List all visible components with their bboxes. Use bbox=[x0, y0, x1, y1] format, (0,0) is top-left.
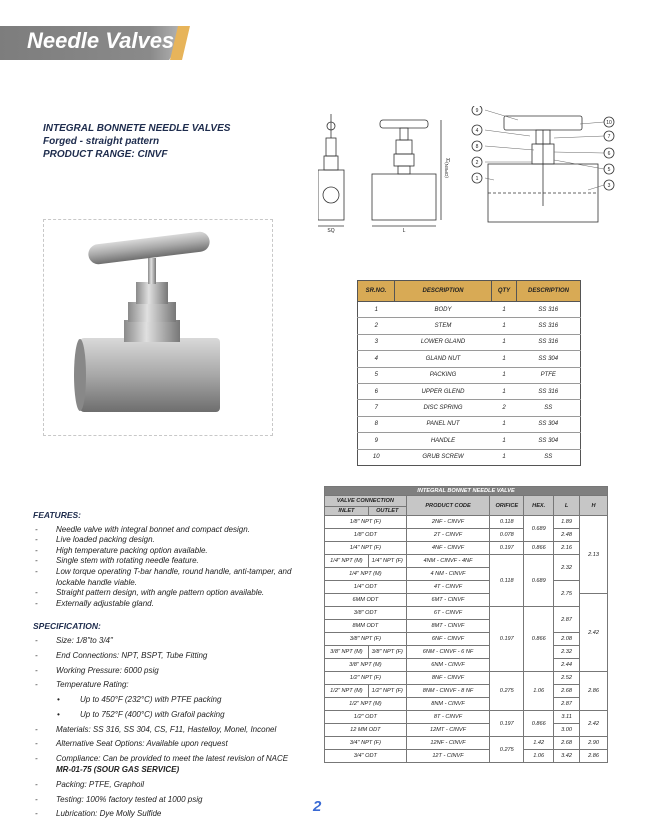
col-qty: QTY bbox=[492, 281, 517, 302]
callout-7: 7 bbox=[607, 134, 611, 140]
conn-cell: 1/2" NPT (M) bbox=[325, 698, 407, 711]
part-sr-no: 7 bbox=[358, 400, 395, 416]
l-cell: 2.75 bbox=[554, 581, 580, 607]
col-sr-no: SR.NO. bbox=[358, 281, 395, 302]
conn-cell: 3/8" ODT bbox=[325, 607, 407, 620]
orifice-cell: 0.118 bbox=[490, 555, 524, 607]
code-cell: 4NM - CINVF - 4NF bbox=[406, 555, 490, 568]
parts-header-row bbox=[358, 281, 581, 302]
part-sr-no: 6 bbox=[358, 383, 395, 399]
part-description: DISC SPRING bbox=[395, 400, 492, 416]
part-material: SS 316 bbox=[517, 334, 581, 350]
l-cell: 1.89 bbox=[554, 516, 580, 529]
part-qty: 1 bbox=[492, 367, 517, 383]
dimensions-table bbox=[324, 486, 608, 763]
inlet-cell: 1/4" NPT (M) bbox=[325, 555, 369, 568]
part-qty: 2 bbox=[492, 400, 517, 416]
h-cell: 2.42 bbox=[580, 711, 608, 737]
part-sr-no: 1 bbox=[358, 302, 395, 318]
intro-block bbox=[43, 122, 230, 161]
parts-row bbox=[358, 302, 581, 318]
spec-testing: - Testing: 100% factory tested at 1000 psig bbox=[33, 795, 313, 806]
l-cell: 2.52 bbox=[554, 672, 580, 685]
inlet-cell: 3/8" NPT (M) bbox=[325, 646, 369, 659]
parts-row bbox=[358, 383, 581, 399]
features-title: FEATURES: bbox=[33, 510, 82, 520]
spec-packing: - Packing: PTFE, Graphoil bbox=[33, 780, 313, 791]
l-cell: 3.00 bbox=[554, 724, 580, 737]
part-material: SS 304 bbox=[517, 351, 581, 367]
side-view-drawing bbox=[318, 114, 344, 226]
part-description: BODY bbox=[395, 302, 492, 318]
specification-title: SPECIFICATION: bbox=[33, 621, 101, 632]
l-cell: 2.68 bbox=[554, 737, 580, 750]
part-material: PTFE bbox=[517, 367, 581, 383]
code-cell: 6T - CINVF bbox=[406, 607, 490, 620]
orifice-cell: 0.275 bbox=[490, 737, 524, 763]
callout-4: 4 bbox=[475, 128, 479, 134]
feature-item: - Live loaded packing design. bbox=[33, 535, 313, 546]
part-qty: 1 bbox=[492, 334, 517, 350]
part-sr-no: 8 bbox=[358, 416, 395, 432]
code-cell: 8MT - CINVF bbox=[406, 620, 490, 633]
conn-cell: 1/8" ODT bbox=[325, 529, 407, 542]
section-view-drawing bbox=[488, 116, 598, 222]
h-cell: 2.13 bbox=[580, 516, 608, 594]
features-section bbox=[33, 510, 313, 824]
h-h: H bbox=[580, 496, 608, 516]
feature-item: - Needle valve with integral bonnet and compact design. bbox=[33, 525, 313, 536]
callout-10: 10 bbox=[606, 120, 612, 126]
h-product-code: PRODUCT CODE bbox=[406, 496, 490, 516]
parts-row bbox=[358, 400, 581, 416]
h-outlet: OUTLET bbox=[368, 507, 406, 516]
part-material: SS 316 bbox=[517, 383, 581, 399]
code-cell: 4NF - CINVF bbox=[406, 542, 490, 555]
l-cell: 2.16 bbox=[554, 542, 580, 555]
part-description: LOWER GLAND bbox=[395, 334, 492, 350]
conn-cell: 3/4" ODT bbox=[325, 750, 407, 763]
conn-cell: 3/8" NPT (F) bbox=[325, 633, 407, 646]
code-cell: 8T - CINVF bbox=[406, 711, 490, 724]
part-material: SS 316 bbox=[517, 302, 581, 318]
conn-cell: 1/2" NPT (F) bbox=[325, 672, 407, 685]
part-material: SS bbox=[517, 400, 581, 416]
part-sr-no: 5 bbox=[358, 367, 395, 383]
technical-drawings bbox=[318, 106, 618, 234]
hex-cell: 0.866 bbox=[524, 711, 554, 737]
parts-row bbox=[358, 351, 581, 367]
col-material: DESCRIPTION bbox=[517, 281, 581, 302]
l-cell: 3.11 bbox=[554, 711, 580, 724]
spec-compliance: - Compliance: Can be provided to meet the latest revision of NACE bbox=[33, 754, 313, 765]
code-cell: 6NF - CINVF bbox=[406, 633, 490, 646]
part-qty: 1 bbox=[492, 302, 517, 318]
parts-row bbox=[358, 416, 581, 432]
part-material: SS bbox=[517, 449, 581, 465]
part-sr-no: 3 bbox=[358, 334, 395, 350]
dimensions-title: INTEGRAL BONNET NEEDLE VALVE bbox=[325, 487, 608, 496]
conn-cell: 3/4" NPT (F) bbox=[325, 737, 407, 750]
part-description: GRUB SCREW bbox=[395, 449, 492, 465]
code-cell: 12T - CINVF bbox=[406, 750, 490, 763]
feature-item: - Low torque operating T-bar handle, round handle, anti-tamper, and lockable handle viable. bbox=[33, 567, 313, 588]
outlet-cell: 1/2" NPT (F) bbox=[368, 685, 406, 698]
code-cell: 8NM - CINVF bbox=[406, 698, 490, 711]
intro-line-1: INTEGRAL BONNETE NEEDLE VALVES bbox=[43, 123, 231, 134]
part-description: UPPER GLEND bbox=[395, 383, 492, 399]
col-description: DESCRIPTION bbox=[395, 281, 492, 302]
spec-seat: - Alternative Seat Options: Available upon request bbox=[33, 739, 313, 750]
part-sr-no: 4 bbox=[358, 351, 395, 367]
conn-cell: 1/2" ODT bbox=[325, 711, 407, 724]
hex-cell: 0.866 bbox=[524, 542, 554, 555]
callout-2: 2 bbox=[475, 160, 479, 166]
h-cell: 2.86 bbox=[580, 672, 608, 711]
h-cell: 2.90 bbox=[580, 737, 608, 750]
l-cell: 2.32 bbox=[554, 646, 580, 659]
code-cell: 12MT - CINVF bbox=[406, 724, 490, 737]
h-orifice: ORIFICE bbox=[490, 496, 524, 516]
part-description: HANDLE bbox=[395, 433, 492, 449]
part-qty: 1 bbox=[492, 416, 517, 432]
spec-compliance-standard: MR-01-75 (SOUR GAS SERVICE) bbox=[56, 764, 180, 774]
spec-materials: - Materials: SS 316, SS 304, CS, F11, Hastelloy, Monel, Inconel bbox=[33, 725, 313, 736]
part-qty: 1 bbox=[492, 318, 517, 334]
part-sr-no: 2 bbox=[358, 318, 395, 334]
hex-cell: 0.866 bbox=[524, 607, 554, 672]
callout-9: 9 bbox=[475, 108, 479, 114]
page-number: 2 bbox=[313, 798, 322, 815]
l-dimension-label: L bbox=[402, 228, 406, 234]
part-qty: 1 bbox=[492, 433, 517, 449]
part-qty: 1 bbox=[492, 351, 517, 367]
hex-cell: 1.06 bbox=[524, 750, 554, 763]
h-dimension-label: H bbox=[446, 158, 450, 164]
code-cell: 8NF - CINVF bbox=[406, 672, 490, 685]
code-cell: 6NM - CINVF - 6 NF bbox=[406, 646, 490, 659]
orifice-cell: 0.197 bbox=[490, 711, 524, 737]
part-sr-no: 9 bbox=[358, 433, 395, 449]
h-cell: 2.42 bbox=[580, 594, 608, 672]
l-cell: 2.44 bbox=[554, 659, 580, 672]
code-cell: 2T - CINVF bbox=[406, 529, 490, 542]
conn-cell: 1/4" NPT (F) bbox=[325, 542, 407, 555]
h-inlet: INLET bbox=[325, 507, 369, 516]
code-cell: 4 NM - CINVF bbox=[406, 568, 490, 581]
l-cell: 2.68 bbox=[554, 685, 580, 698]
code-cell: 2NF - CINVF bbox=[406, 516, 490, 529]
orifice-cell: 0.078 bbox=[490, 529, 524, 542]
h-l: L bbox=[554, 496, 580, 516]
callout-3: 3 bbox=[607, 183, 611, 189]
parts-row bbox=[358, 334, 581, 350]
h-cell: 2.86 bbox=[580, 750, 608, 763]
l-cell: 2.87 bbox=[554, 698, 580, 711]
hex-cell: 1.42 bbox=[524, 737, 554, 750]
part-material: SS 304 bbox=[517, 416, 581, 432]
spec-end-connections: - End Connections: NPT, BSPT, Tube Fitting bbox=[33, 651, 313, 662]
conn-cell: 3/8" NPT (M) bbox=[325, 659, 407, 672]
h-valve-connection: VALVE CONNECTION bbox=[325, 496, 407, 507]
conn-cell: 6MM ODT bbox=[325, 594, 407, 607]
orifice-cell: 0.197 bbox=[490, 542, 524, 555]
feature-item: - Straight pattern design, with angle pattern option available. bbox=[33, 588, 313, 599]
orifice-cell: 0.118 bbox=[490, 516, 524, 529]
code-cell: 8NM - CINVF - 8 NF bbox=[406, 685, 490, 698]
spec-size: - Size: 1/8"to 3/4" bbox=[33, 636, 313, 647]
feature-item: - Externally adjustable gland. bbox=[33, 599, 313, 610]
conn-cell: 1/4" ODT bbox=[325, 581, 407, 594]
parts-row bbox=[358, 449, 581, 465]
parts-row bbox=[358, 318, 581, 334]
page-title: Needle Valves bbox=[27, 28, 175, 53]
conn-cell: 8MM ODT bbox=[325, 620, 407, 633]
code-cell: 4T - CINVF bbox=[406, 581, 490, 594]
spec-pressure: - Working Pressure: 6000 psig bbox=[33, 666, 313, 677]
conn-cell: 1/4" NPT (M) bbox=[325, 568, 407, 581]
hex-cell: 1.06 bbox=[524, 672, 554, 711]
part-qty: 1 bbox=[492, 449, 517, 465]
front-view-drawing bbox=[372, 120, 441, 226]
orifice-cell: 0.275 bbox=[490, 672, 524, 711]
spec-temperature: - Temperature Rating: bbox=[33, 680, 313, 691]
h-open-label: (OPEN) bbox=[444, 162, 449, 178]
code-cell: 6MT - CINVF bbox=[406, 594, 490, 607]
conn-cell: 1/8" NPT (F) bbox=[325, 516, 407, 529]
l-cell: 2.87 bbox=[554, 607, 580, 633]
feature-item: - Single stem with rotating needle feature. bbox=[33, 556, 313, 567]
callout-6: 6 bbox=[607, 151, 611, 157]
part-qty: 1 bbox=[492, 383, 517, 399]
callout-8: 8 bbox=[475, 144, 479, 150]
specification-list bbox=[33, 636, 313, 820]
spec-temp-grafoil: • Up to 752°F (400°C) with Grafoil packing bbox=[33, 710, 313, 721]
part-description: PACKING bbox=[395, 367, 492, 383]
outlet-cell: 1/4" NPT (F) bbox=[368, 555, 406, 568]
spec-temp-ptfe: • Up to 450°F (232°C) with PTFE packing bbox=[33, 695, 313, 706]
parts-row bbox=[358, 367, 581, 383]
parts-row bbox=[358, 433, 581, 449]
l-cell: 2.32 bbox=[554, 555, 580, 581]
part-description: PANEL NUT bbox=[395, 416, 492, 432]
l-cell: 3.42 bbox=[554, 750, 580, 763]
part-material: SS 304 bbox=[517, 433, 581, 449]
features-list bbox=[33, 525, 313, 610]
orifice-cell: 0.197 bbox=[490, 607, 524, 672]
part-description: GLAND NUT bbox=[395, 351, 492, 367]
sq-dimension-label: SQ bbox=[327, 228, 335, 234]
intro-line-3: PRODUCT RANGE: CINVF bbox=[43, 149, 168, 160]
parts-table bbox=[357, 280, 581, 466]
hex-cell: 0.689 bbox=[524, 555, 554, 607]
feature-item: - High temperature packing option available. bbox=[33, 546, 313, 557]
needle-valve-photo bbox=[44, 220, 272, 435]
code-cell: 6NM - CINVF bbox=[406, 659, 490, 672]
code-cell: 12NF - CINVF bbox=[406, 737, 490, 750]
outlet-cell: 3/8" NPT (F) bbox=[368, 646, 406, 659]
h-hex: HEX. bbox=[524, 496, 554, 516]
product-photo-frame bbox=[43, 219, 273, 436]
callout-1: 1 bbox=[475, 176, 479, 182]
intro-line-2: Forged - straight pattern bbox=[43, 136, 160, 147]
part-sr-no: 10 bbox=[358, 449, 395, 465]
l-cell: 2.08 bbox=[554, 633, 580, 646]
l-cell: 2.48 bbox=[554, 529, 580, 542]
spec-lubrication: - Lubrication: Dye Molly Sulfide bbox=[33, 809, 313, 820]
callout-5: 5 bbox=[607, 167, 611, 173]
inlet-cell: 1/2" NPT (M) bbox=[325, 685, 369, 698]
part-description: STEM bbox=[395, 318, 492, 334]
hex-cell: 0.689 bbox=[524, 516, 554, 542]
part-material: SS 316 bbox=[517, 318, 581, 334]
conn-cell: 12 MM ODT bbox=[325, 724, 407, 737]
